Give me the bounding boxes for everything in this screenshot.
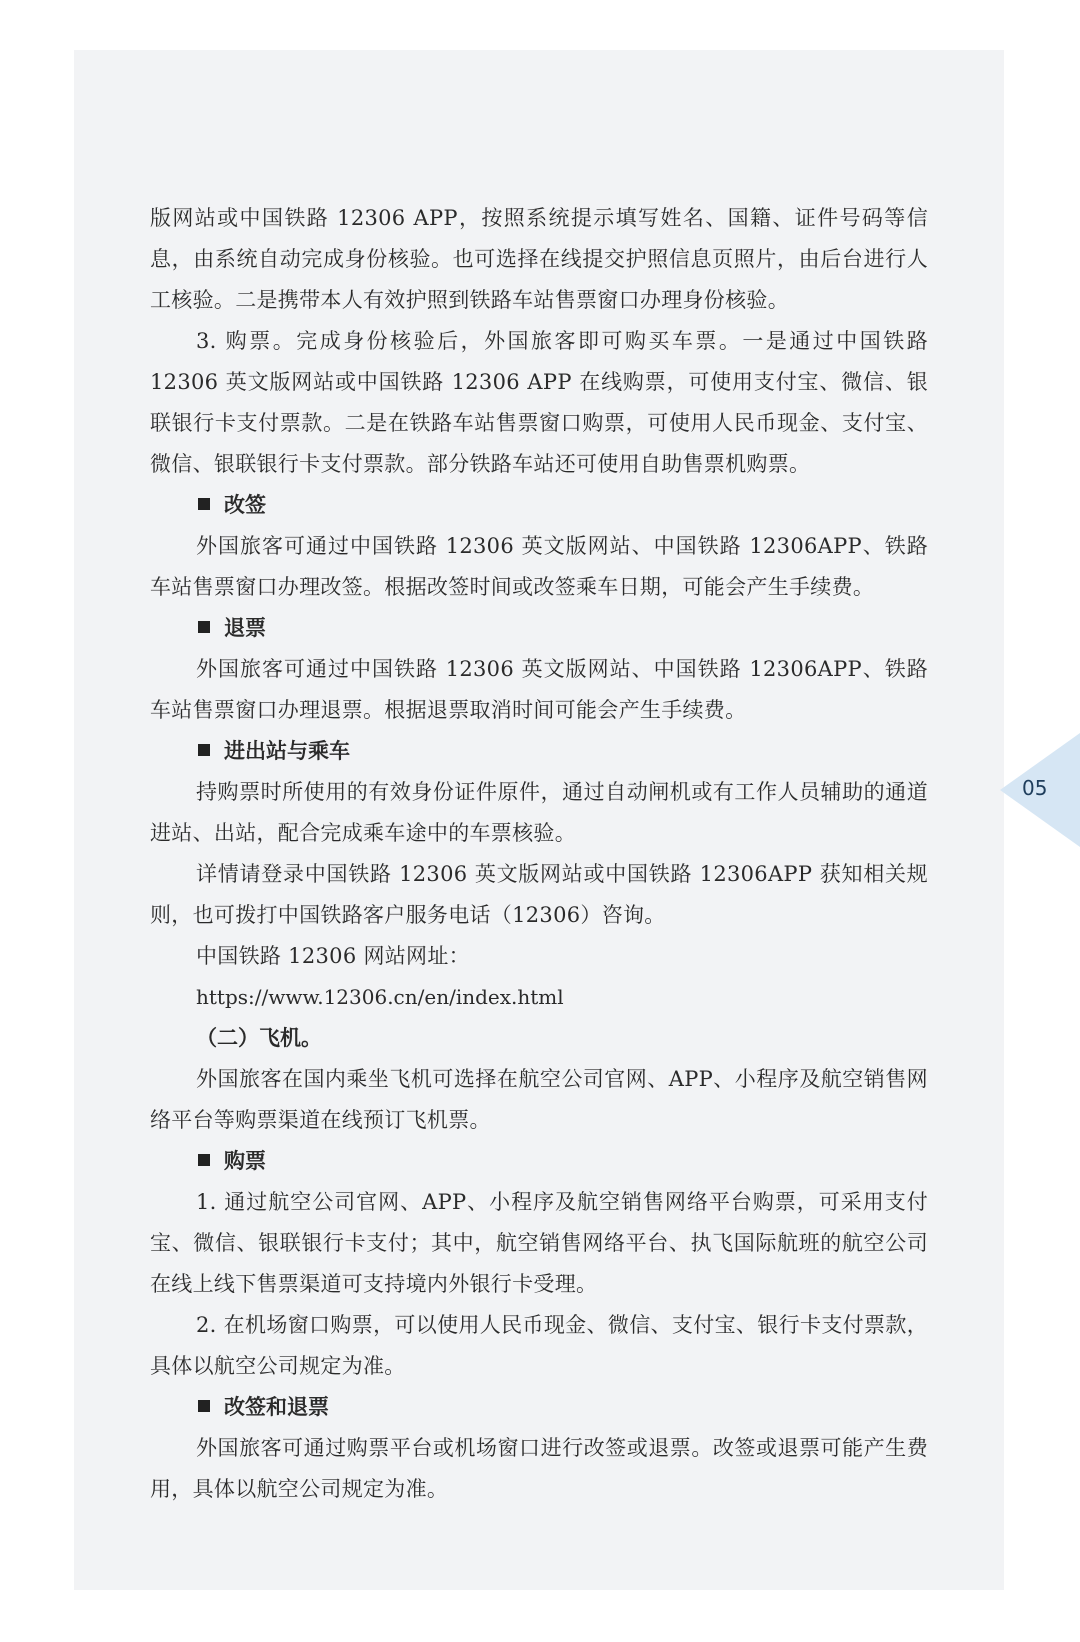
square-bullet-icon (198, 1400, 210, 1412)
square-bullet-icon (198, 744, 210, 756)
paragraph-rebook: 外国旅客可通过中国铁路 12306 英文版网站、中国铁路 12306APP、铁路车站售票窗口办理改签。根据改签时间或改签乘车日期，可能会产生手续费。 (150, 534, 928, 599)
website-url[interactable]: https://www.12306.cn/en/index.html (196, 985, 564, 1009)
section-heading-refund: 退票 (150, 608, 928, 649)
square-bullet-icon (198, 621, 210, 633)
section-heading-airplane: （二）飞机。 (196, 1026, 322, 1050)
paragraph-airplane: 外国旅客在国内乘坐飞机可选择在航空公司官网、APP、小程序及航空销售网络平台等购票渠道在线预订飞机票。 (150, 1067, 928, 1132)
page-number: 05 (1022, 776, 1048, 800)
section-heading-buy: 购票 (150, 1141, 928, 1182)
square-bullet-icon (198, 1154, 210, 1166)
section-heading-boarding: 进出站与乘车 (150, 731, 928, 772)
paragraph-buy-online: 1. 通过航空公司官网、APP、小程序及航空销售网络平台购票，可采用支付宝、微信、银联银行卡支付；其中，航空销售网络平台、执飞国际航班的航空公司在线上线下售票渠道可支持境内外银行卡受理。 (150, 1190, 928, 1296)
section-heading-change-refund: 改签和退票 (150, 1387, 928, 1428)
page-content (150, 198, 928, 1510)
paragraph-boarding: 持购票时所使用的有效身份证件原件，通过自动闸机或有工作人员辅助的通道进站、出站，配合完成乘车途中的车票核验。 (150, 780, 928, 845)
paragraph-website-label: 中国铁路 12306 网站网址： (196, 944, 470, 968)
paragraph-identity-verification: 版网站或中国铁路 12306 APP，按照系统提示填写姓名、国籍、证件号码等信息，由系统自动完成身份核验。也可选择在线提交护照信息页照片，由后台进行人工核验。二是携带本人有效护照到铁路车站售票窗口办理身份核验。 (150, 206, 928, 312)
paragraph-refund: 外国旅客可通过中国铁路 12306 英文版网站、中国铁路 12306APP、铁路车站售票窗口办理退票。根据退票取消时间可能会产生手续费。 (150, 657, 928, 722)
section-heading-rebook: 改签 (150, 485, 928, 526)
paragraph-change-refund: 外国旅客可通过购票平台或机场窗口进行改签或退票。改签或退票可能产生费用，具体以航空公司规定为准。 (150, 1436, 928, 1501)
paragraph-ticket-purchase: 3. 购票。完成身份核验后，外国旅客即可购买车票。一是通过中国铁路 12306 英文版网站或中国铁路 12306 APP 在线购票，可使用支付宝、微信、银联银行卡支付票款。二是在铁路车站售票窗口购票，可使用人民币现金、支付宝、微信、银联银行卡支付票款。部分铁路车站还可使用自助售票机购票。 (150, 329, 928, 476)
paragraph-details: 详情请登录中国铁路 12306 英文版网站或中国铁路 12306APP 获知相关规则，也可拨打中国铁路客户服务电话（12306）咨询。 (150, 862, 928, 927)
square-bullet-icon (198, 498, 210, 510)
paragraph-buy-airport: 2. 在机场窗口购票，可以使用人民币现金、微信、支付宝、银行卡支付票款，具体以航空公司规定为准。 (150, 1313, 928, 1378)
